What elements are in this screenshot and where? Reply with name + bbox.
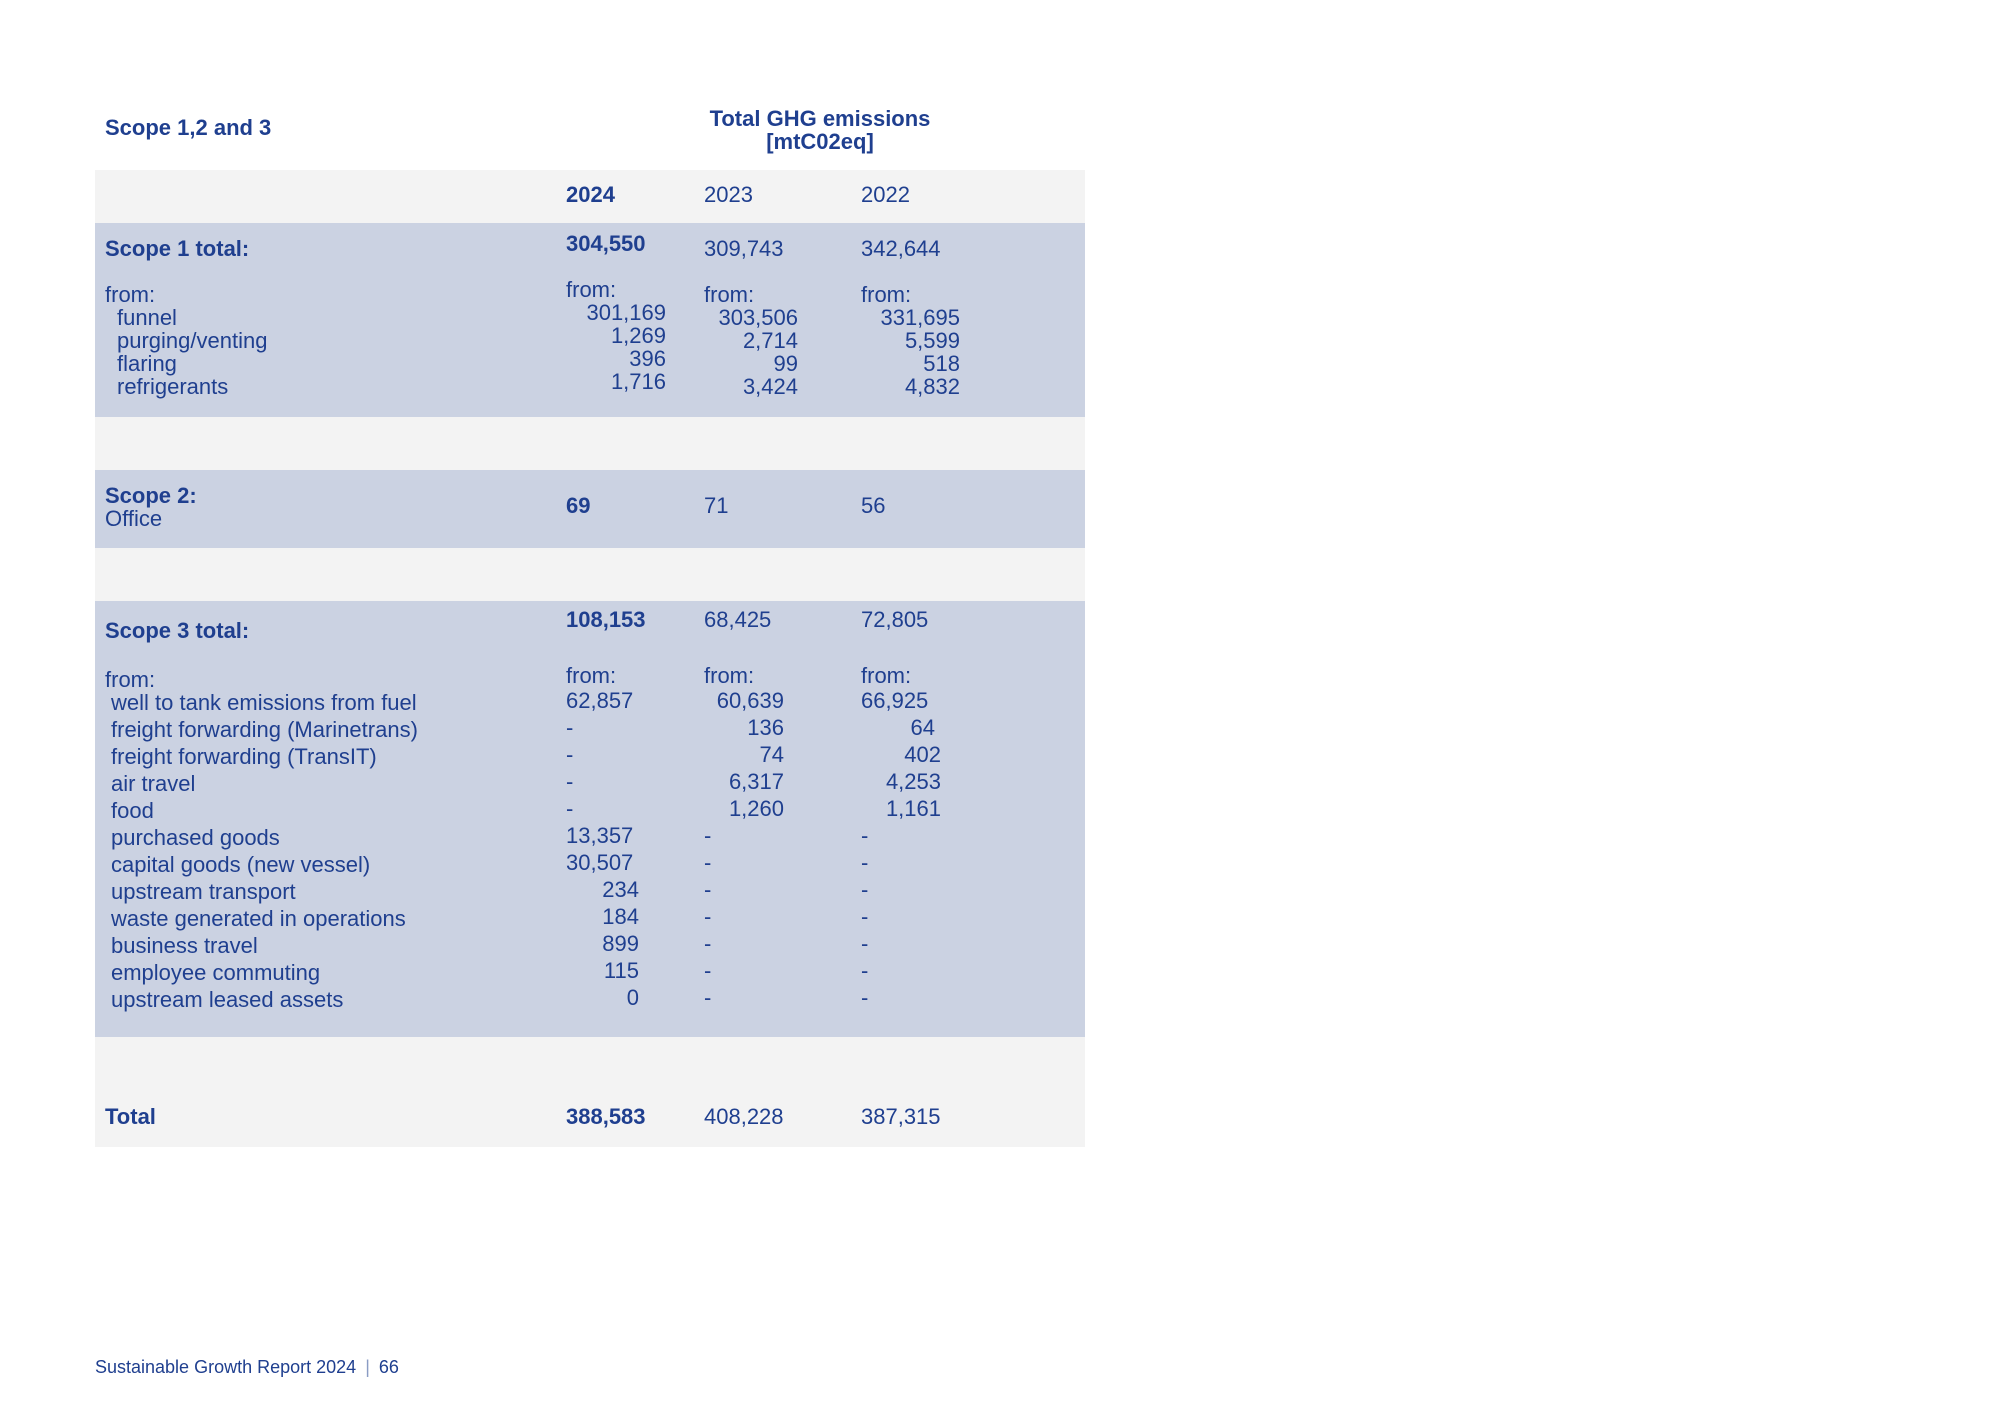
spacer-band [95,548,1085,601]
scope1-items [117,306,267,398]
scope3-value: 115 [603,958,639,983]
scope3-value: - [704,823,712,848]
scope3-value: 899 [602,931,639,956]
scope1-value: 1,716 [610,369,666,394]
scope3-item: freight forwarding (TransIT) [111,744,377,769]
scope1-values-2022 [860,306,960,398]
total-2023: 408,228 [704,1104,784,1129]
scope1-value: 5,599 [904,328,960,353]
scope1-value: 1,269 [610,323,666,348]
scope3-value: 184 [602,904,639,929]
scope1-label: Scope 1 total: [105,236,250,261]
scope3-items [111,691,418,1015]
scope3-from-2023: from: [704,663,755,688]
scope3-value: 1,260 [728,796,784,821]
total-2024: 388,583 [566,1104,646,1129]
scope3-value: - [566,796,574,821]
scope1-item: flaring [117,351,177,376]
scope3-values-2023 [704,689,784,1013]
scope3-value: - [861,904,869,929]
scope1-value: 2,714 [742,328,798,353]
scope3-value: 1,161 [885,796,941,821]
scope1-values-2023 [700,306,798,398]
scope2-value-2024: 69 [566,493,591,518]
scope3-from-label: from: [105,667,156,692]
scope3-item: freight forwarding (Marinetrans) [111,717,418,742]
scope3-label: Scope 3 total: [105,618,250,643]
scope3-total-2023: 68,425 [704,607,772,632]
scope3-total-2024: 108,153 [566,607,646,632]
scope3-item: upstream leased assets [111,987,344,1012]
scope3-value: - [861,931,869,956]
scope3-item: capital goods (new vessel) [111,852,371,877]
scope3-from-2022: from: [861,663,912,688]
scope3-value: - [861,877,869,902]
scope3-value: - [861,985,869,1010]
scope3-item: air travel [111,771,196,796]
total-label: Total [105,1104,156,1129]
scope2-sublabel: Office [105,506,163,531]
scope2-value-2022: 56 [861,493,886,518]
scope3-item: purchased goods [111,825,280,850]
scope3-values-2022 [861,689,941,1013]
scope3-value: 136 [747,715,784,740]
scope3-item: food [111,798,154,823]
year-2023: 2023 [704,182,753,207]
footer-page-number: 66 [378,1357,399,1377]
scope1-item: purging/venting [117,328,268,353]
scope3-value: - [861,958,869,983]
scope3-value: 60,639 [716,688,784,713]
year-2022: 2022 [861,182,910,207]
scope3-value: - [704,958,712,983]
scope3-value: 4,253 [885,769,941,794]
total-2022: 387,315 [861,1104,941,1129]
scope3-values-2024 [566,689,639,1013]
scope3-value: - [704,850,712,875]
year-2024: 2024 [566,182,615,207]
scope1-item: funnel [117,305,177,330]
scope3-value: - [704,877,712,902]
scope3-value: - [704,904,712,929]
scope3-total-2022: 72,805 [861,607,929,632]
scope3-value: - [861,850,869,875]
metric-unit: [mtC02eq] [766,129,874,154]
scope2-label: Scope 2: [105,483,197,508]
spacer-band [95,417,1085,470]
scope3-value: 6,317 [728,769,784,794]
scope2-value-2023: 71 [704,493,729,518]
scope1-total-2022: 342,644 [861,236,941,261]
scope3-value: 234 [602,877,639,902]
scope3-value: - [861,823,869,848]
total-band [95,1037,1085,1147]
metric-title: Total GHG emissions [709,106,931,131]
scope1-item: refrigerants [117,374,229,399]
scope3-value: 13,357 [566,823,634,848]
scope1-value: 303,506 [718,305,798,330]
scope3-from-2024: from: [566,663,617,688]
scope1-value: 396 [629,346,666,371]
scope3-item: waste generated in operations [111,906,406,931]
scope3-value: - [566,742,574,767]
scope1-from-label: from: [105,282,156,307]
scope3-value: - [704,985,712,1010]
footer-separator: | [365,1357,370,1377]
scope3-item: upstream transport [111,879,296,904]
scope1-value: 3,424 [742,374,798,399]
scope3-value: - [566,715,574,740]
scope3-value: 62,857 [566,688,634,713]
scope3-value: 0 [626,985,639,1010]
scope3-value: - [704,931,712,956]
scope3-item: business travel [111,933,258,958]
scope1-from-2022: from: [861,282,912,307]
scope1-value: 99 [773,351,798,376]
scope1-from-2024: from: [566,277,617,302]
scope3-value: 64 [910,715,935,740]
scope1-values-2024 [566,301,666,393]
scope1-total-2023: 309,743 [704,236,784,261]
scope1-from-2023: from: [704,282,755,307]
section-title: Scope 1,2 and 3 [105,115,272,140]
scope3-value: 66,925 [861,688,929,713]
page-footer [95,1357,399,1377]
scope3-item: well to tank emissions from fuel [111,690,417,715]
scope3-value: 402 [904,742,941,767]
scope1-value: 518 [923,351,960,376]
scope1-value: 301,169 [586,300,666,325]
scope1-total-2024: 304,550 [566,231,646,256]
scope3-value: - [566,769,574,794]
scope3-value: 30,507 [566,850,634,875]
scope3-value: 74 [759,742,784,767]
scope1-value: 331,695 [880,305,960,330]
footer-report-title: Sustainable Growth Report 2024 [95,1357,357,1377]
scope3-item: employee commuting [111,960,321,985]
scope1-value: 4,832 [904,374,960,399]
